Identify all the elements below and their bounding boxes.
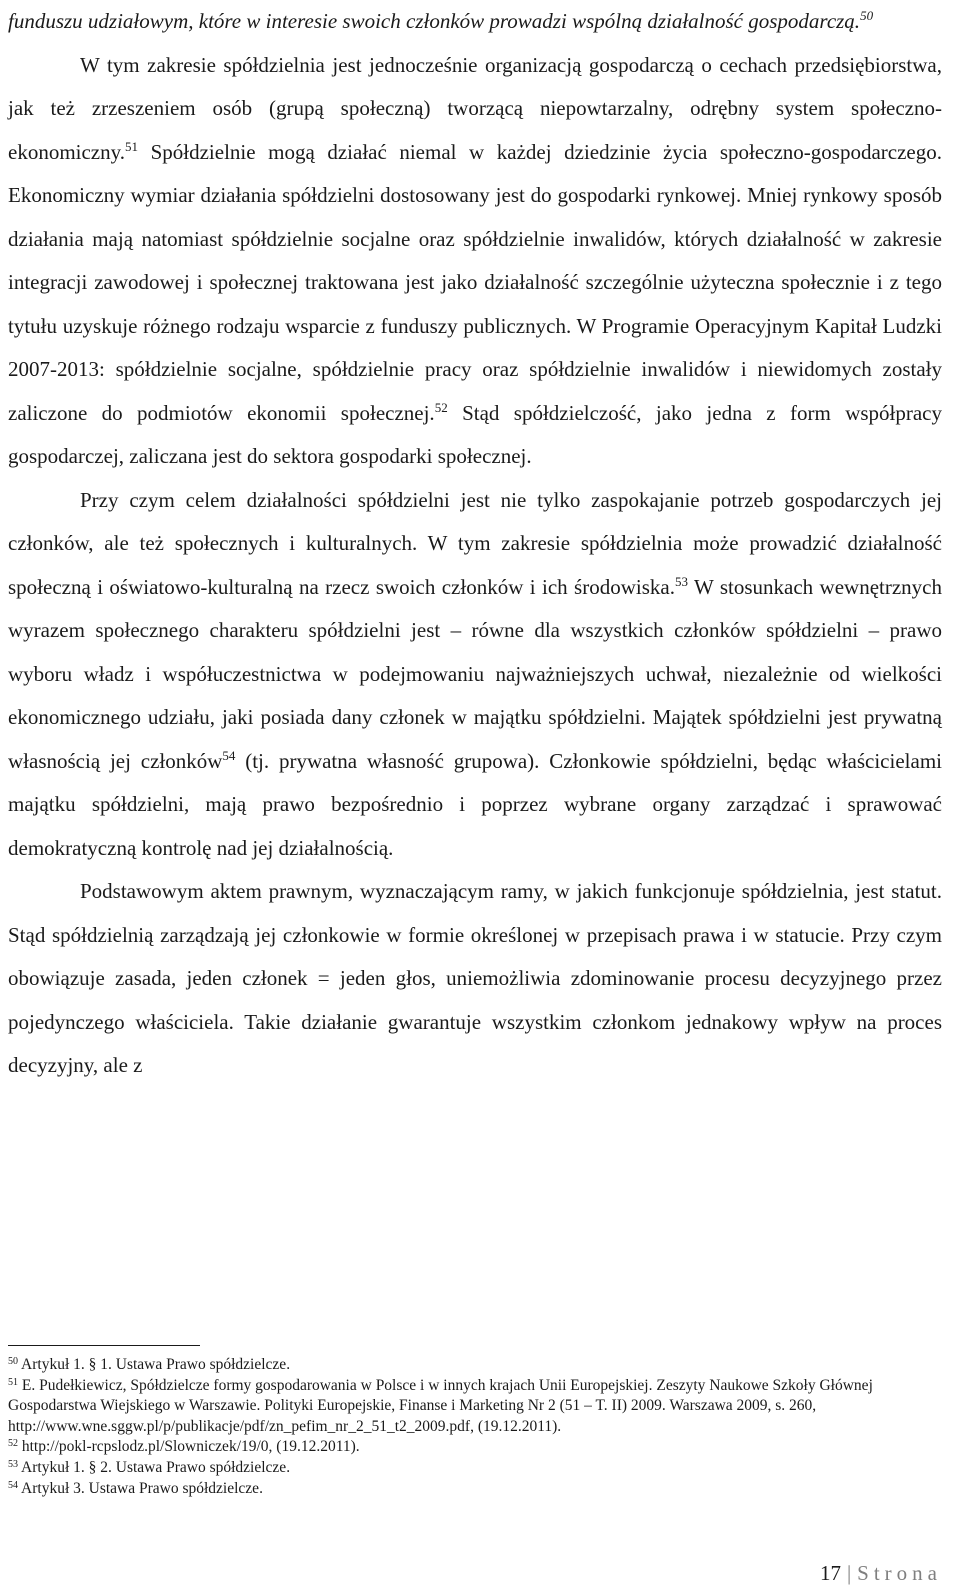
footnote-ref[interactable]: 50 xyxy=(860,8,874,23)
paragraph-text: funduszu udziałowym, które w interesie swoich członków prowadzi wspólną działalność gospodarczą. xyxy=(8,9,861,33)
page-number xyxy=(820,1561,942,1586)
footnote-item xyxy=(8,1437,940,1458)
paragraph-text: Podstawowym aktem prawnym, wyznaczającym ramy, w jakich funkcjonuje spółdzielnia, jest statut. Stąd spółdzielnią zarządzają jej członkowie w formie określonej w przepisach prawa i w statucie. Przy czym obowiązuje zasada, jeden członek = jeden głos, uniemożliwia zdominowanie procesu decyzyjnego przez pojedynczego właściciela. Takie działanie gwarantuje wszystkim członkom jednakowy wpływ na proces decyzyjny, ale z xyxy=(8,879,942,1077)
paragraph-text: W tym zakresie spółdzielnia jest jednocześnie organizacją gospodarczą o cechach przedsiębiorstwa, jak też zrzeszeniem osób (grupą społeczną) tworzącą niepowtarzalny, odrębny system społeczno-ekonomiczny. xyxy=(8,52,942,164)
footnote-number: 52 xyxy=(8,1438,18,1450)
paragraph-text: Przy czym celem działalności spółdzielni jest nie tylko zaspokajanie potrzeb gospodarczych jej członków, ale też społecznych i kulturalnych. W tym zakresie spółdzielnia może prowadzić działalność społeczną i oświatowo-kulturalną na rzecz swoich członków i ich środowiska. xyxy=(8,487,942,599)
footnote-ref[interactable]: 53 xyxy=(674,573,688,589)
paragraph-text: Stąd spółdzielczość, jako jedna z form współpracy gospodarczej, zaliczana jest do sektora gospodarki społecznej. xyxy=(8,400,942,468)
paragraph-continuation xyxy=(8,0,942,44)
paragraph-text: Spółdzielnie mogą działać niemal w każdej dziedzinie życia społeczno-gospodarczego. Ekonomiczny wymiar działania spółdzielni dostosowany jest do gospodarki rynkowej. Mniej rynkowy sposób działania mają natomiast spółdzielnie socjalne oraz spółdzielnie inwalidów, których działalność w zakresie integracji zawodowej i społecznej traktowana jest jako działalność szczególnie użyteczna społecznie i z tego tytułu uzyskuje różnego rodzaju wsparcie z funduszy publicznych. W Programie Operacyjnym Kapitał Ludzki 2007-2013: spółdzielnie socjalne, spółdzielnie pracy oraz spółdzielnie inwalidów i niewidomych zostały zaliczone do podmiotów ekonomii społecznej. xyxy=(8,139,942,425)
page-number-value: 17 xyxy=(819,1561,841,1585)
paragraph xyxy=(8,870,942,1088)
footnote-text[interactable]: http://pokl-rcpslodz.pl/Slowniczek/19/0, (19.12.2011). xyxy=(21,1438,360,1456)
paragraph xyxy=(8,44,942,479)
paragraph-text: (tj. prywatna własność grupowa). Członkowie spółdzielni, będąc właścicielami majątku spółdzielni, mają prawo bezpośrednio i poprzez wybrane organy zarządzać i sprawować demokratyczną kontrolę nad jej działalnością. xyxy=(8,748,942,860)
footnote-ref[interactable]: 52 xyxy=(434,399,448,415)
document-page xyxy=(8,0,942,1088)
footnote-item xyxy=(8,1458,940,1479)
footnote-separator xyxy=(8,1345,200,1346)
page-label: Strona xyxy=(857,1561,942,1585)
footnote-text: Artykuł 1. § 2. Ustawa Prawo spółdzielcze. xyxy=(21,1458,291,1476)
footnote-item xyxy=(8,1355,940,1376)
footnote-item xyxy=(8,1376,940,1438)
paragraph-text: W stosunkach wewnętrznych wyrazem społecznego charakteru spółdzielni jest – równe dla wszystkich członków spółdzielni – prawo wyboru władz i współuczestnictwa w podejmowaniu najważniejszych uchwał, niezależnie od wielkości ekonomicznego udziału, jaki posiada dany członek w majątku spółdzielni. Majątek spółdzielni jest prywatną własnością jej członków xyxy=(8,574,942,773)
footnote-ref[interactable]: 51 xyxy=(125,138,139,154)
footnotes xyxy=(8,1355,940,1499)
footnote-number: 53 xyxy=(8,1458,18,1470)
footnote-item xyxy=(8,1479,940,1500)
paragraph xyxy=(8,479,942,871)
footnote-number: 51 xyxy=(8,1376,18,1388)
footnote-text: Artykuł 1. § 1. Ustawa Prawo spółdzielcze. xyxy=(21,1356,291,1373)
footnote-text[interactable]: E. Pudełkiewicz, Spółdzielcze formy gospodarowania w Polsce i w innych krajach Unii Europejskiej. Zeszyty Naukowe Szkoły Głównej Gospodarstwa Wiejskiego w Warszawie. Polityki Europejskie, Finanse i Marketing Nr 2 (51 – T. II) 2009. Warszawa 2009, s. 260, http://www.wne.sggw.pl/p/publikacje/pdf/zn_pefim_nr_2_51_t2_2009.pdf, (19.12.2011). xyxy=(8,1376,873,1435)
page-number-separator: | xyxy=(846,1561,852,1585)
footnote-number: 50 xyxy=(8,1356,18,1367)
footnote-text: Artykuł 3. Ustawa Prawo spółdzielcze. xyxy=(21,1479,263,1497)
footnote-number: 54 xyxy=(8,1479,18,1491)
footnote-ref[interactable]: 54 xyxy=(222,747,236,763)
